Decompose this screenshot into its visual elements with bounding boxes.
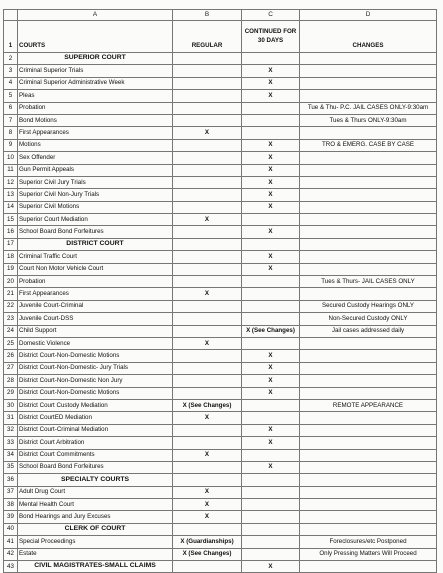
- continued-cell: X (See Changes): [242, 325, 300, 337]
- changes-cell: [300, 561, 437, 573]
- regular-cell: [173, 139, 242, 151]
- regular-cell: [173, 114, 242, 126]
- continued-cell: [242, 412, 300, 424]
- regular-cell: X: [173, 337, 242, 349]
- continued-cell: [242, 486, 300, 498]
- court-name: District Court-Non-Domestic- Jury Trials: [18, 362, 173, 374]
- table-row: [4, 499, 437, 511]
- table-row: [4, 65, 437, 77]
- row-number: 13: [4, 189, 18, 201]
- section-title: SPECIALTY COURTS: [18, 474, 173, 486]
- row-number: 39: [4, 511, 18, 523]
- regular-cell: [173, 387, 242, 399]
- regular-cell: [173, 152, 242, 164]
- continued-cell: X: [242, 176, 300, 188]
- table-row: [4, 201, 437, 213]
- court-name: Superior Civil Motions: [18, 201, 173, 213]
- table-row: [4, 263, 437, 275]
- table-row: [4, 561, 437, 573]
- table-row: [4, 548, 437, 560]
- row-number: 36: [4, 474, 18, 486]
- row-number: 1: [4, 21, 18, 53]
- row-number: 30: [4, 399, 18, 411]
- row-number: 43: [4, 561, 18, 573]
- regular-cell: X: [173, 288, 242, 300]
- regular-cell: [173, 300, 242, 312]
- continued-cell: X: [242, 362, 300, 374]
- changes-cell: Tues & Thurs- JAIL CASES ONLY: [300, 276, 437, 288]
- row-number: 25: [4, 337, 18, 349]
- table-row: [4, 127, 437, 139]
- table-row: [4, 300, 437, 312]
- changes-cell: REMOTE APPEARANCE: [300, 399, 437, 411]
- table-row: [4, 189, 437, 201]
- regular-cell: [173, 523, 242, 535]
- court-name: School Board Bond Forfeitures: [18, 461, 173, 473]
- column-letter-b: B: [173, 10, 242, 21]
- changes-header: CHANGES: [300, 21, 437, 53]
- continued-cell: [242, 102, 300, 114]
- row-number: 42: [4, 548, 18, 560]
- changes-cell: [300, 214, 437, 226]
- changes-cell: [300, 424, 437, 436]
- continued-cell: [242, 337, 300, 349]
- row-number: 7: [4, 114, 18, 126]
- row-number: 27: [4, 362, 18, 374]
- regular-cell: X: [173, 412, 242, 424]
- court-name: Probation: [18, 276, 173, 288]
- court-name: District Court-Criminal Mediation: [18, 424, 173, 436]
- corner-cell: [4, 10, 18, 21]
- court-name: Superior Civil Non-Jury Trials: [18, 189, 173, 201]
- court-name: Pleas: [18, 90, 173, 102]
- row-number: 6: [4, 102, 18, 114]
- changes-cell: Only Pressing Matters Will Proceed: [300, 548, 437, 560]
- regular-cell: [173, 201, 242, 213]
- regular-cell: X: [173, 486, 242, 498]
- court-name: Bond Hearings and Jury Excuses: [18, 511, 173, 523]
- row-number: 19: [4, 263, 18, 275]
- changes-cell: TRO & EMERG. CASE BY CASE: [300, 139, 437, 151]
- court-name: District Court Arbitration: [18, 437, 173, 449]
- court-name: CIVIL MAGISTRATES-SMALL CLAIMS: [18, 561, 173, 573]
- court-schedule-sheet: [3, 9, 437, 573]
- regular-cell: [173, 77, 242, 89]
- regular-cell: [173, 474, 242, 486]
- continued-cell: X: [242, 65, 300, 77]
- regular-cell: X: [173, 214, 242, 226]
- table-row: [4, 251, 437, 263]
- table-row: [4, 90, 437, 102]
- court-name: First Appearances: [18, 127, 173, 139]
- regular-cell: X (See Changes): [173, 399, 242, 411]
- continued-cell: [242, 511, 300, 523]
- continued-cell: X: [242, 201, 300, 213]
- row-number: 20: [4, 276, 18, 288]
- table-row: [4, 362, 437, 374]
- table-row: [4, 337, 437, 349]
- court-name: Child Support: [18, 325, 173, 337]
- continued-cell: X: [242, 164, 300, 176]
- row-number: 2: [4, 53, 18, 65]
- row-number: 26: [4, 350, 18, 362]
- changes-cell: [300, 375, 437, 387]
- continued-cell: X: [242, 152, 300, 164]
- row-number: 8: [4, 127, 18, 139]
- regular-cell: [173, 313, 242, 325]
- court-name: District Court Custody Mediation: [18, 399, 173, 411]
- table-row: [4, 276, 437, 288]
- continued-cell: [242, 238, 300, 250]
- table-row: [4, 152, 437, 164]
- changes-cell: [300, 77, 437, 89]
- row-number: 23: [4, 313, 18, 325]
- changes-cell: [300, 523, 437, 535]
- row-number: 11: [4, 164, 18, 176]
- table-row: [4, 139, 437, 151]
- changes-cell: [300, 437, 437, 449]
- table-row: [4, 437, 437, 449]
- continued-header: CONTINUED FOR 30 DAYS: [242, 21, 300, 53]
- changes-cell: Non-Secured Custody ONLY: [300, 313, 437, 325]
- regular-cell: [173, 437, 242, 449]
- continued-cell: X: [242, 77, 300, 89]
- court-name: Motions: [18, 139, 173, 151]
- header-row: [4, 21, 437, 53]
- regular-cell: [173, 375, 242, 387]
- table-row: [4, 375, 437, 387]
- regular-cell: [173, 90, 242, 102]
- table-row: [4, 387, 437, 399]
- changes-cell: [300, 90, 437, 102]
- changes-cell: Foreclosures/etc Postponed: [300, 536, 437, 548]
- row-number: 9: [4, 139, 18, 151]
- court-name: Sex Offender: [18, 152, 173, 164]
- continued-cell: X: [242, 437, 300, 449]
- court-name: District Court Commitments: [18, 449, 173, 461]
- court-name: Domestic Violence: [18, 337, 173, 349]
- court-name: Bond Motions: [18, 114, 173, 126]
- changes-cell: [300, 164, 437, 176]
- regular-cell: [173, 65, 242, 77]
- row-number: 41: [4, 536, 18, 548]
- court-name: District CourtED Mediation: [18, 412, 173, 424]
- continued-cell: X: [242, 461, 300, 473]
- continued-cell: X: [242, 139, 300, 151]
- continued-cell: [242, 536, 300, 548]
- row-number: 40: [4, 523, 18, 535]
- table-row: [4, 486, 437, 498]
- regular-header: REGULAR: [173, 21, 242, 53]
- row-number: 5: [4, 90, 18, 102]
- court-name: School Board Bond Forfeitures: [18, 226, 173, 238]
- court-name: Criminal Traffic Court: [18, 251, 173, 263]
- row-number: 38: [4, 499, 18, 511]
- row-number: 29: [4, 387, 18, 399]
- continued-cell: [242, 53, 300, 65]
- continued-cell: [242, 288, 300, 300]
- regular-cell: [173, 176, 242, 188]
- row-number: 15: [4, 214, 18, 226]
- table-row: [4, 461, 437, 473]
- changes-cell: [300, 127, 437, 139]
- continued-cell: [242, 114, 300, 126]
- changes-cell: Secured Custody Hearings ONLY: [300, 300, 437, 312]
- continued-cell: X: [242, 561, 300, 573]
- continued-cell: X: [242, 424, 300, 436]
- continued-cell: X: [242, 263, 300, 275]
- table-row: [4, 288, 437, 300]
- regular-cell: [173, 189, 242, 201]
- table-row: [4, 424, 437, 436]
- row-number: 3: [4, 65, 18, 77]
- continued-cell: [242, 127, 300, 139]
- section-row: [4, 238, 437, 250]
- changes-cell: [300, 288, 437, 300]
- court-name: First Appearances: [18, 288, 173, 300]
- row-number: 22: [4, 300, 18, 312]
- court-name: District Court-Non-Domestic Motions: [18, 387, 173, 399]
- changes-cell: [300, 226, 437, 238]
- continued-cell: [242, 499, 300, 511]
- row-number: 4: [4, 77, 18, 89]
- regular-cell: X (See Changes): [173, 548, 242, 560]
- regular-cell: X (Guardianships): [173, 536, 242, 548]
- court-name: District Court-Non-Domestic Motions: [18, 350, 173, 362]
- continued-cell: X: [242, 387, 300, 399]
- court-name: Adult Drug Court: [18, 486, 173, 498]
- regular-cell: [173, 251, 242, 263]
- row-number: 14: [4, 201, 18, 213]
- changes-cell: Jail cases addressed daily: [300, 325, 437, 337]
- continued-cell: [242, 300, 300, 312]
- row-number: 24: [4, 325, 18, 337]
- table-row: [4, 399, 437, 411]
- table-row: [4, 325, 437, 337]
- changes-cell: [300, 499, 437, 511]
- changes-cell: [300, 251, 437, 263]
- table-row: [4, 412, 437, 424]
- court-name: District Court-Non-Domestic Non Jury: [18, 375, 173, 387]
- continued-cell: X: [242, 90, 300, 102]
- court-name: Probation: [18, 102, 173, 114]
- changes-cell: [300, 337, 437, 349]
- table-row: [4, 102, 437, 114]
- continued-cell: X: [242, 350, 300, 362]
- court-name: Estate: [18, 548, 173, 560]
- regular-cell: [173, 164, 242, 176]
- court-name: Special Proceedings: [18, 536, 173, 548]
- section-row: [4, 474, 437, 486]
- changes-cell: [300, 176, 437, 188]
- changes-cell: Tue & Thu- P.C. JAIL CASES ONLY-9:30am: [300, 102, 437, 114]
- continued-cell: [242, 276, 300, 288]
- section-title: DISTRICT COURT: [18, 238, 173, 250]
- continued-cell: [242, 523, 300, 535]
- column-letter-row: [4, 10, 437, 21]
- continued-cell: [242, 548, 300, 560]
- regular-cell: [173, 424, 242, 436]
- row-number: 33: [4, 437, 18, 449]
- regular-cell: X: [173, 127, 242, 139]
- changes-cell: [300, 189, 437, 201]
- changes-cell: [300, 65, 437, 77]
- row-number: 35: [4, 461, 18, 473]
- column-letter-d: D: [300, 10, 437, 21]
- court-name: Criminal Superior Trials: [18, 65, 173, 77]
- court-name: Court Non Motor Vehicle Court: [18, 263, 173, 275]
- changes-cell: [300, 511, 437, 523]
- row-number: 17: [4, 238, 18, 250]
- continued-cell: [242, 449, 300, 461]
- table-row: [4, 214, 437, 226]
- regular-cell: [173, 102, 242, 114]
- section-title: SUPERIOR COURT: [18, 53, 173, 65]
- table-row: [4, 164, 437, 176]
- continued-cell: X: [242, 375, 300, 387]
- continued-cell: [242, 474, 300, 486]
- regular-cell: X: [173, 499, 242, 511]
- section-row: [4, 53, 437, 65]
- changes-cell: [300, 362, 437, 374]
- court-name: Criminal Superior Administrative Week: [18, 77, 173, 89]
- continued-cell: [242, 399, 300, 411]
- courts-header: COURTS: [18, 21, 173, 53]
- regular-cell: [173, 362, 242, 374]
- continued-cell: X: [242, 226, 300, 238]
- column-letter-a: A: [18, 10, 173, 21]
- table-row: [4, 536, 437, 548]
- section-title: CLERK OF COURT: [18, 523, 173, 535]
- row-number: 37: [4, 486, 18, 498]
- row-number: 16: [4, 226, 18, 238]
- court-name: Mental Health Court: [18, 499, 173, 511]
- section-row: [4, 523, 437, 535]
- regular-cell: X: [173, 449, 242, 461]
- regular-cell: [173, 461, 242, 473]
- row-number: 21: [4, 288, 18, 300]
- table-row: [4, 114, 437, 126]
- regular-cell: [173, 238, 242, 250]
- continued-cell: X: [242, 189, 300, 201]
- regular-cell: [173, 226, 242, 238]
- regular-cell: [173, 263, 242, 275]
- continued-cell: X: [242, 251, 300, 263]
- row-number: 31: [4, 412, 18, 424]
- continued-cell: [242, 313, 300, 325]
- regular-cell: [173, 561, 242, 573]
- changes-cell: [300, 263, 437, 275]
- regular-cell: [173, 350, 242, 362]
- row-number: 28: [4, 375, 18, 387]
- changes-cell: [300, 238, 437, 250]
- table-row: [4, 350, 437, 362]
- changes-cell: [300, 461, 437, 473]
- table-row: [4, 226, 437, 238]
- changes-cell: [300, 449, 437, 461]
- changes-cell: [300, 474, 437, 486]
- regular-cell: X: [173, 511, 242, 523]
- table-row: [4, 511, 437, 523]
- table-row: [4, 77, 437, 89]
- regular-cell: [173, 53, 242, 65]
- row-number: 32: [4, 424, 18, 436]
- row-number: 12: [4, 176, 18, 188]
- regular-cell: [173, 276, 242, 288]
- changes-cell: [300, 387, 437, 399]
- changes-cell: [300, 152, 437, 164]
- row-number: 10: [4, 152, 18, 164]
- court-name: Superior Court Mediation: [18, 214, 173, 226]
- row-number: 34: [4, 449, 18, 461]
- court-name: Superior Civil Jury Trials: [18, 176, 173, 188]
- regular-cell: [173, 325, 242, 337]
- column-letter-c: C: [242, 10, 300, 21]
- court-name: Gun Permit Appeals: [18, 164, 173, 176]
- changes-cell: [300, 486, 437, 498]
- continued-cell: [242, 214, 300, 226]
- changes-cell: [300, 53, 437, 65]
- court-name: Juvenile Court-DSS: [18, 313, 173, 325]
- changes-cell: [300, 412, 437, 424]
- court-name: Juvenile Court-Criminal: [18, 300, 173, 312]
- row-number: 18: [4, 251, 18, 263]
- table-row: [4, 176, 437, 188]
- changes-cell: [300, 201, 437, 213]
- changes-cell: [300, 350, 437, 362]
- changes-cell: Tues & Thurs ONLY-9:30am: [300, 114, 437, 126]
- table-row: [4, 313, 437, 325]
- table-row: [4, 449, 437, 461]
